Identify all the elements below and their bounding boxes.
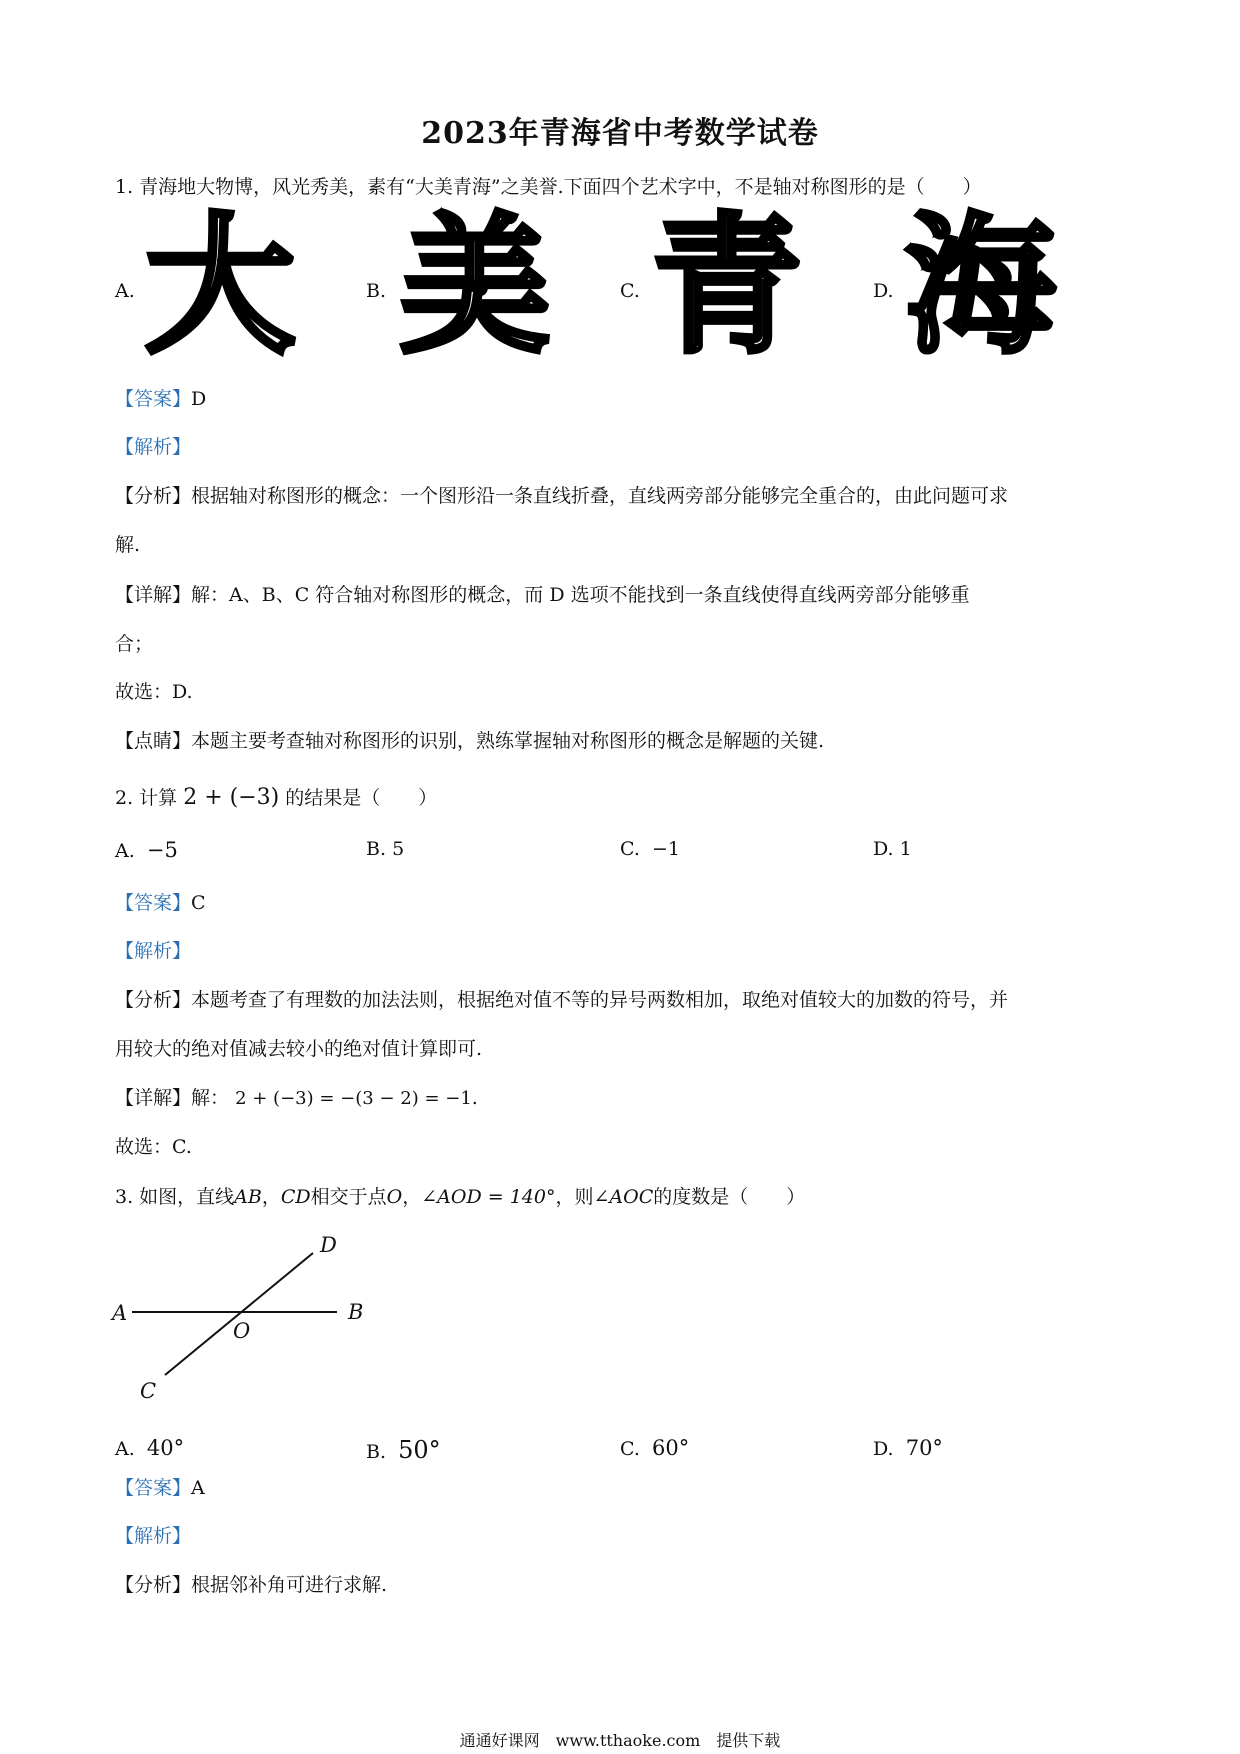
option-label: C. bbox=[620, 838, 640, 860]
line-cd bbox=[165, 1253, 313, 1375]
q3-figure bbox=[100, 1225, 390, 1405]
page-title: 2023年青海省中考数学试卷 bbox=[421, 116, 819, 151]
label-o: O bbox=[233, 1319, 251, 1343]
label-d: D bbox=[320, 1233, 337, 1257]
label-c: C bbox=[140, 1379, 157, 1403]
q2-expression: 2 + (−3) bbox=[183, 785, 280, 810]
q3-option-b bbox=[366, 1436, 441, 1464]
label-a: A bbox=[112, 1301, 128, 1325]
q1-fenxi-cont: 解. bbox=[115, 534, 141, 556]
option-value: 50° bbox=[398, 1436, 441, 1464]
q3-stem bbox=[115, 1182, 805, 1209]
option-value: −5 bbox=[146, 838, 178, 862]
q2-jiexi bbox=[115, 936, 191, 963]
q3-angle-aoc: ∠AOC bbox=[593, 1186, 654, 1208]
xiangjie-tag: 【详解】 bbox=[115, 584, 192, 606]
fenxi-text: 根据邻补角可进行求解. bbox=[191, 1574, 388, 1596]
option-label: A. bbox=[115, 840, 135, 862]
answer-value: A bbox=[191, 1477, 205, 1499]
option-label: D. bbox=[873, 838, 894, 860]
q3-angle-aod: ∠AOD = 140° bbox=[421, 1186, 556, 1208]
xiangjie-post: . bbox=[471, 1087, 478, 1109]
q1-jiexi bbox=[115, 432, 191, 459]
fenxi-text: 根据轴对称图形的概念：一个图形沿一条直线折叠，直线两旁部分能够完全重合的，由此问题可求 bbox=[191, 485, 1009, 507]
dianjing-text: 本题主要考查轴对称图形的识别，熟练掌握轴对称图形的概念是解题的关键. bbox=[191, 730, 825, 752]
q3-option-a bbox=[115, 1436, 184, 1460]
q2-guxuan: 故选：C. bbox=[115, 1136, 192, 1158]
q1-xiangjie-cont: 合； bbox=[115, 633, 154, 655]
q1-dianjing bbox=[115, 726, 824, 753]
option-value: 5 bbox=[392, 838, 405, 860]
q2-fenxi-cont: 用较大的绝对值减去较小的绝对值计算即可. bbox=[115, 1038, 483, 1060]
q2-option-d bbox=[873, 838, 912, 860]
answer-value: C bbox=[191, 892, 206, 914]
fenxi-tag: 【分析】 bbox=[115, 485, 192, 507]
q2-xiangjie bbox=[115, 1083, 478, 1110]
option-value: 40° bbox=[146, 1436, 185, 1460]
q3-answer bbox=[115, 1473, 205, 1500]
q2-stem-post: 的结果是（ ） bbox=[285, 787, 438, 809]
fenxi-tag: 【分析】 bbox=[115, 1574, 192, 1596]
option-label: B. bbox=[366, 1441, 387, 1463]
option-value: 1 bbox=[899, 838, 912, 860]
q3-line-cd: CD bbox=[280, 1186, 311, 1208]
dianjing-tag: 【点睛】 bbox=[115, 730, 192, 752]
option-value: 60° bbox=[652, 1436, 690, 1460]
q1-option-c-label: C. bbox=[620, 280, 640, 302]
q1-option-d-glyph: 海 bbox=[905, 200, 1056, 374]
q1-xiangjie bbox=[115, 580, 970, 607]
xiangjie-text: 解：A、B、C 符合轴对称图形的概念，而 D 选项不能找到一条直线使得直线两旁部分能够重 bbox=[191, 584, 970, 606]
option-value: 70° bbox=[905, 1436, 943, 1460]
q3-fenxi bbox=[115, 1570, 387, 1597]
q2-option-c bbox=[620, 838, 680, 860]
option-label: C. bbox=[620, 1438, 640, 1460]
q1-option-c-glyph: 青 bbox=[652, 200, 803, 374]
xiangjie-pre: 解： bbox=[191, 1087, 230, 1109]
option-label: D. bbox=[873, 1438, 894, 1460]
answer-tag: 【答案】 bbox=[115, 892, 192, 914]
q1-guxuan: 故选：D. bbox=[115, 681, 193, 703]
q3-stem-pre: 3. 如图，直线 bbox=[115, 1186, 235, 1208]
option-value: −1 bbox=[652, 838, 681, 860]
q1-option-b-glyph: 美 bbox=[400, 200, 551, 374]
jiexi-tag: 【解析】 bbox=[115, 436, 192, 458]
q3-jiexi bbox=[115, 1521, 191, 1548]
jiexi-tag: 【解析】 bbox=[115, 1525, 192, 1547]
q2-option-b bbox=[366, 838, 404, 860]
q2-answer bbox=[115, 888, 206, 915]
q3-stem-mid: ，则 bbox=[555, 1186, 594, 1208]
q2-fenxi bbox=[115, 985, 1008, 1012]
page-footer: 通通好课网 www.tthaoke.com 提供下载 bbox=[459, 1731, 781, 1750]
q1-answer bbox=[115, 384, 206, 411]
answer-value: D bbox=[191, 388, 207, 410]
q2-option-a bbox=[115, 838, 178, 862]
label-b: B bbox=[348, 1300, 364, 1324]
q3-point-o: O bbox=[386, 1186, 403, 1208]
option-label: A. bbox=[115, 1438, 135, 1460]
option-label: B. bbox=[366, 838, 387, 860]
q3-sep: ， bbox=[402, 1186, 422, 1208]
q1-stem: 1. 青海地大物博，风光秀美，素有“大美青海”之美誉.下面四个艺术字中，不是轴对称图形的是（ ） bbox=[115, 176, 982, 198]
q3-stem-mid: 相交于点 bbox=[310, 1186, 387, 1208]
q1-option-d-label: D. bbox=[873, 280, 894, 302]
q3-line-ab: AB bbox=[234, 1186, 262, 1208]
q1-fenxi bbox=[115, 481, 1008, 508]
q1-option-a-label: A. bbox=[115, 280, 135, 302]
fenxi-tag: 【分析】 bbox=[115, 989, 192, 1011]
q3-stem-post: 的度数是（ ） bbox=[653, 1186, 806, 1208]
answer-tag: 【答案】 bbox=[115, 388, 192, 410]
xiangjie-tag: 【详解】 bbox=[115, 1087, 192, 1109]
q1-option-a-glyph: 大 bbox=[145, 200, 296, 374]
xiangjie-expr: 2 + (−3) = −(3 − 2) = −1 bbox=[235, 1088, 472, 1109]
q1-option-b-label: B. bbox=[366, 280, 387, 302]
q3-option-c bbox=[620, 1436, 689, 1460]
q2-stem bbox=[115, 783, 437, 810]
jiexi-tag: 【解析】 bbox=[115, 940, 192, 962]
q3-option-d bbox=[873, 1436, 943, 1460]
q3-sep: ， bbox=[261, 1186, 281, 1208]
fenxi-text: 本题考查了有理数的加法法则，根据绝对值不等的异号两数相加，取绝对值较大的加数的符号，并 bbox=[191, 989, 1009, 1011]
answer-tag: 【答案】 bbox=[115, 1477, 192, 1499]
q2-stem-pre: 2. 计算 bbox=[115, 787, 178, 809]
